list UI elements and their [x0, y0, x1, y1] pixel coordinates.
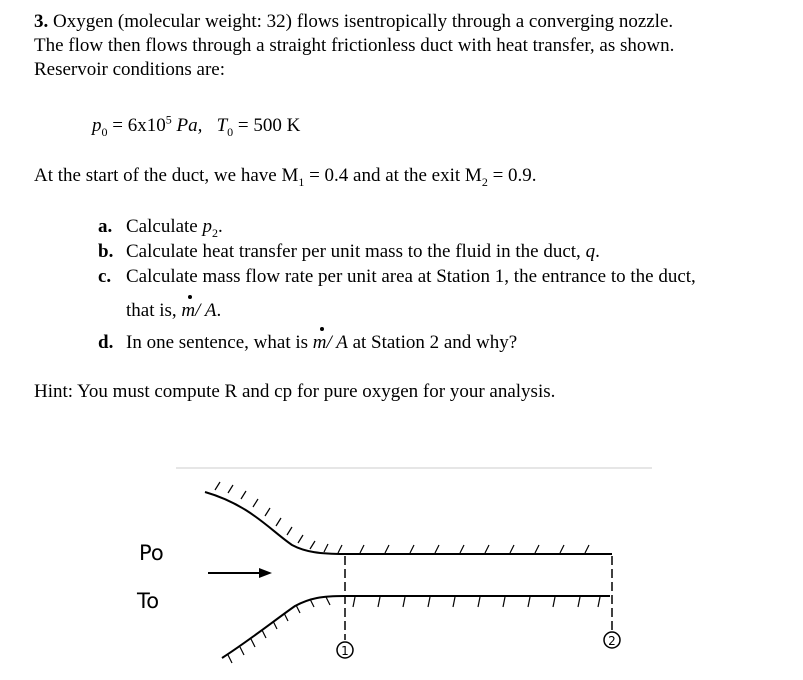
item-c-line2-text: that is, [126, 300, 182, 321]
item-a-text: Calculate [126, 216, 203, 237]
lower-hatching [228, 597, 600, 663]
station-1-label: 1 [341, 644, 349, 658]
problem-statement-3: Reservoir conditions are: [34, 59, 226, 80]
hint: Hint: You must compute R and cp for pure oxygen for your analysis. [34, 381, 556, 402]
flow-arrow-head [259, 568, 272, 578]
upper-hatching [215, 482, 589, 553]
p0-value: = 6x10 [107, 115, 166, 136]
item-a-symbol: p [202, 216, 212, 237]
t0-value: = 500 K [233, 115, 301, 136]
lower-wall [222, 596, 610, 658]
upper-wall [205, 492, 612, 554]
item-b-letter: b. [98, 241, 114, 262]
duct-suffix: = 0.9. [487, 165, 537, 186]
item-d-text: In one sentence, what is [126, 332, 313, 353]
item-b-end: . [595, 241, 600, 262]
item-d-mdot: m [312, 332, 327, 353]
m1-subscript: 1 [298, 174, 305, 189]
t0-subscript: 0 [227, 124, 234, 139]
problem-number: 3. [34, 11, 49, 32]
item-a-end: . [218, 216, 223, 237]
item-c-mdot: m [181, 300, 196, 321]
item-b-text: Calculate heat transfer per unit mass to the fluid in the duct, [126, 241, 586, 262]
p0-subscript: 0 [101, 124, 108, 139]
p0-exponent: 5 [165, 112, 172, 127]
p0-unit: Pa, [171, 115, 203, 136]
item-d-letter: d. [98, 332, 114, 353]
duct-mid: = 0.4 and at the exit M [304, 165, 482, 186]
item-c-per-area: / A [195, 300, 217, 321]
item-c-letter: c. [98, 266, 112, 287]
problem-statement-1: Oxygen (molecular weight: 32) flows isentropically through a converging nozzle. [53, 11, 674, 32]
t0-symbol: T [216, 115, 228, 136]
to-label: To [137, 589, 160, 613]
item-d-per-area: / A [326, 332, 348, 353]
po-label: Po [139, 541, 164, 565]
item-c-text: Calculate mass flow rate per unit area at Station 1, the entrance to the duct, [126, 266, 696, 287]
item-d-end: at Station 2 and why? [347, 332, 518, 353]
item-a-letter: a. [98, 216, 113, 237]
duct-prefix: At the start of the duct, we have M [34, 165, 299, 186]
item-c-end: . [216, 300, 222, 321]
item-a-subscript: 2 [212, 225, 218, 240]
problem-statement-2: The flow then flows through a straight frictionless duct with heat transfer, as shown. [34, 35, 675, 56]
station-2-label: 2 [608, 634, 616, 648]
p0-symbol: p [92, 115, 102, 136]
m2-subscript: 2 [481, 174, 488, 189]
item-b-symbol: q [585, 241, 596, 262]
